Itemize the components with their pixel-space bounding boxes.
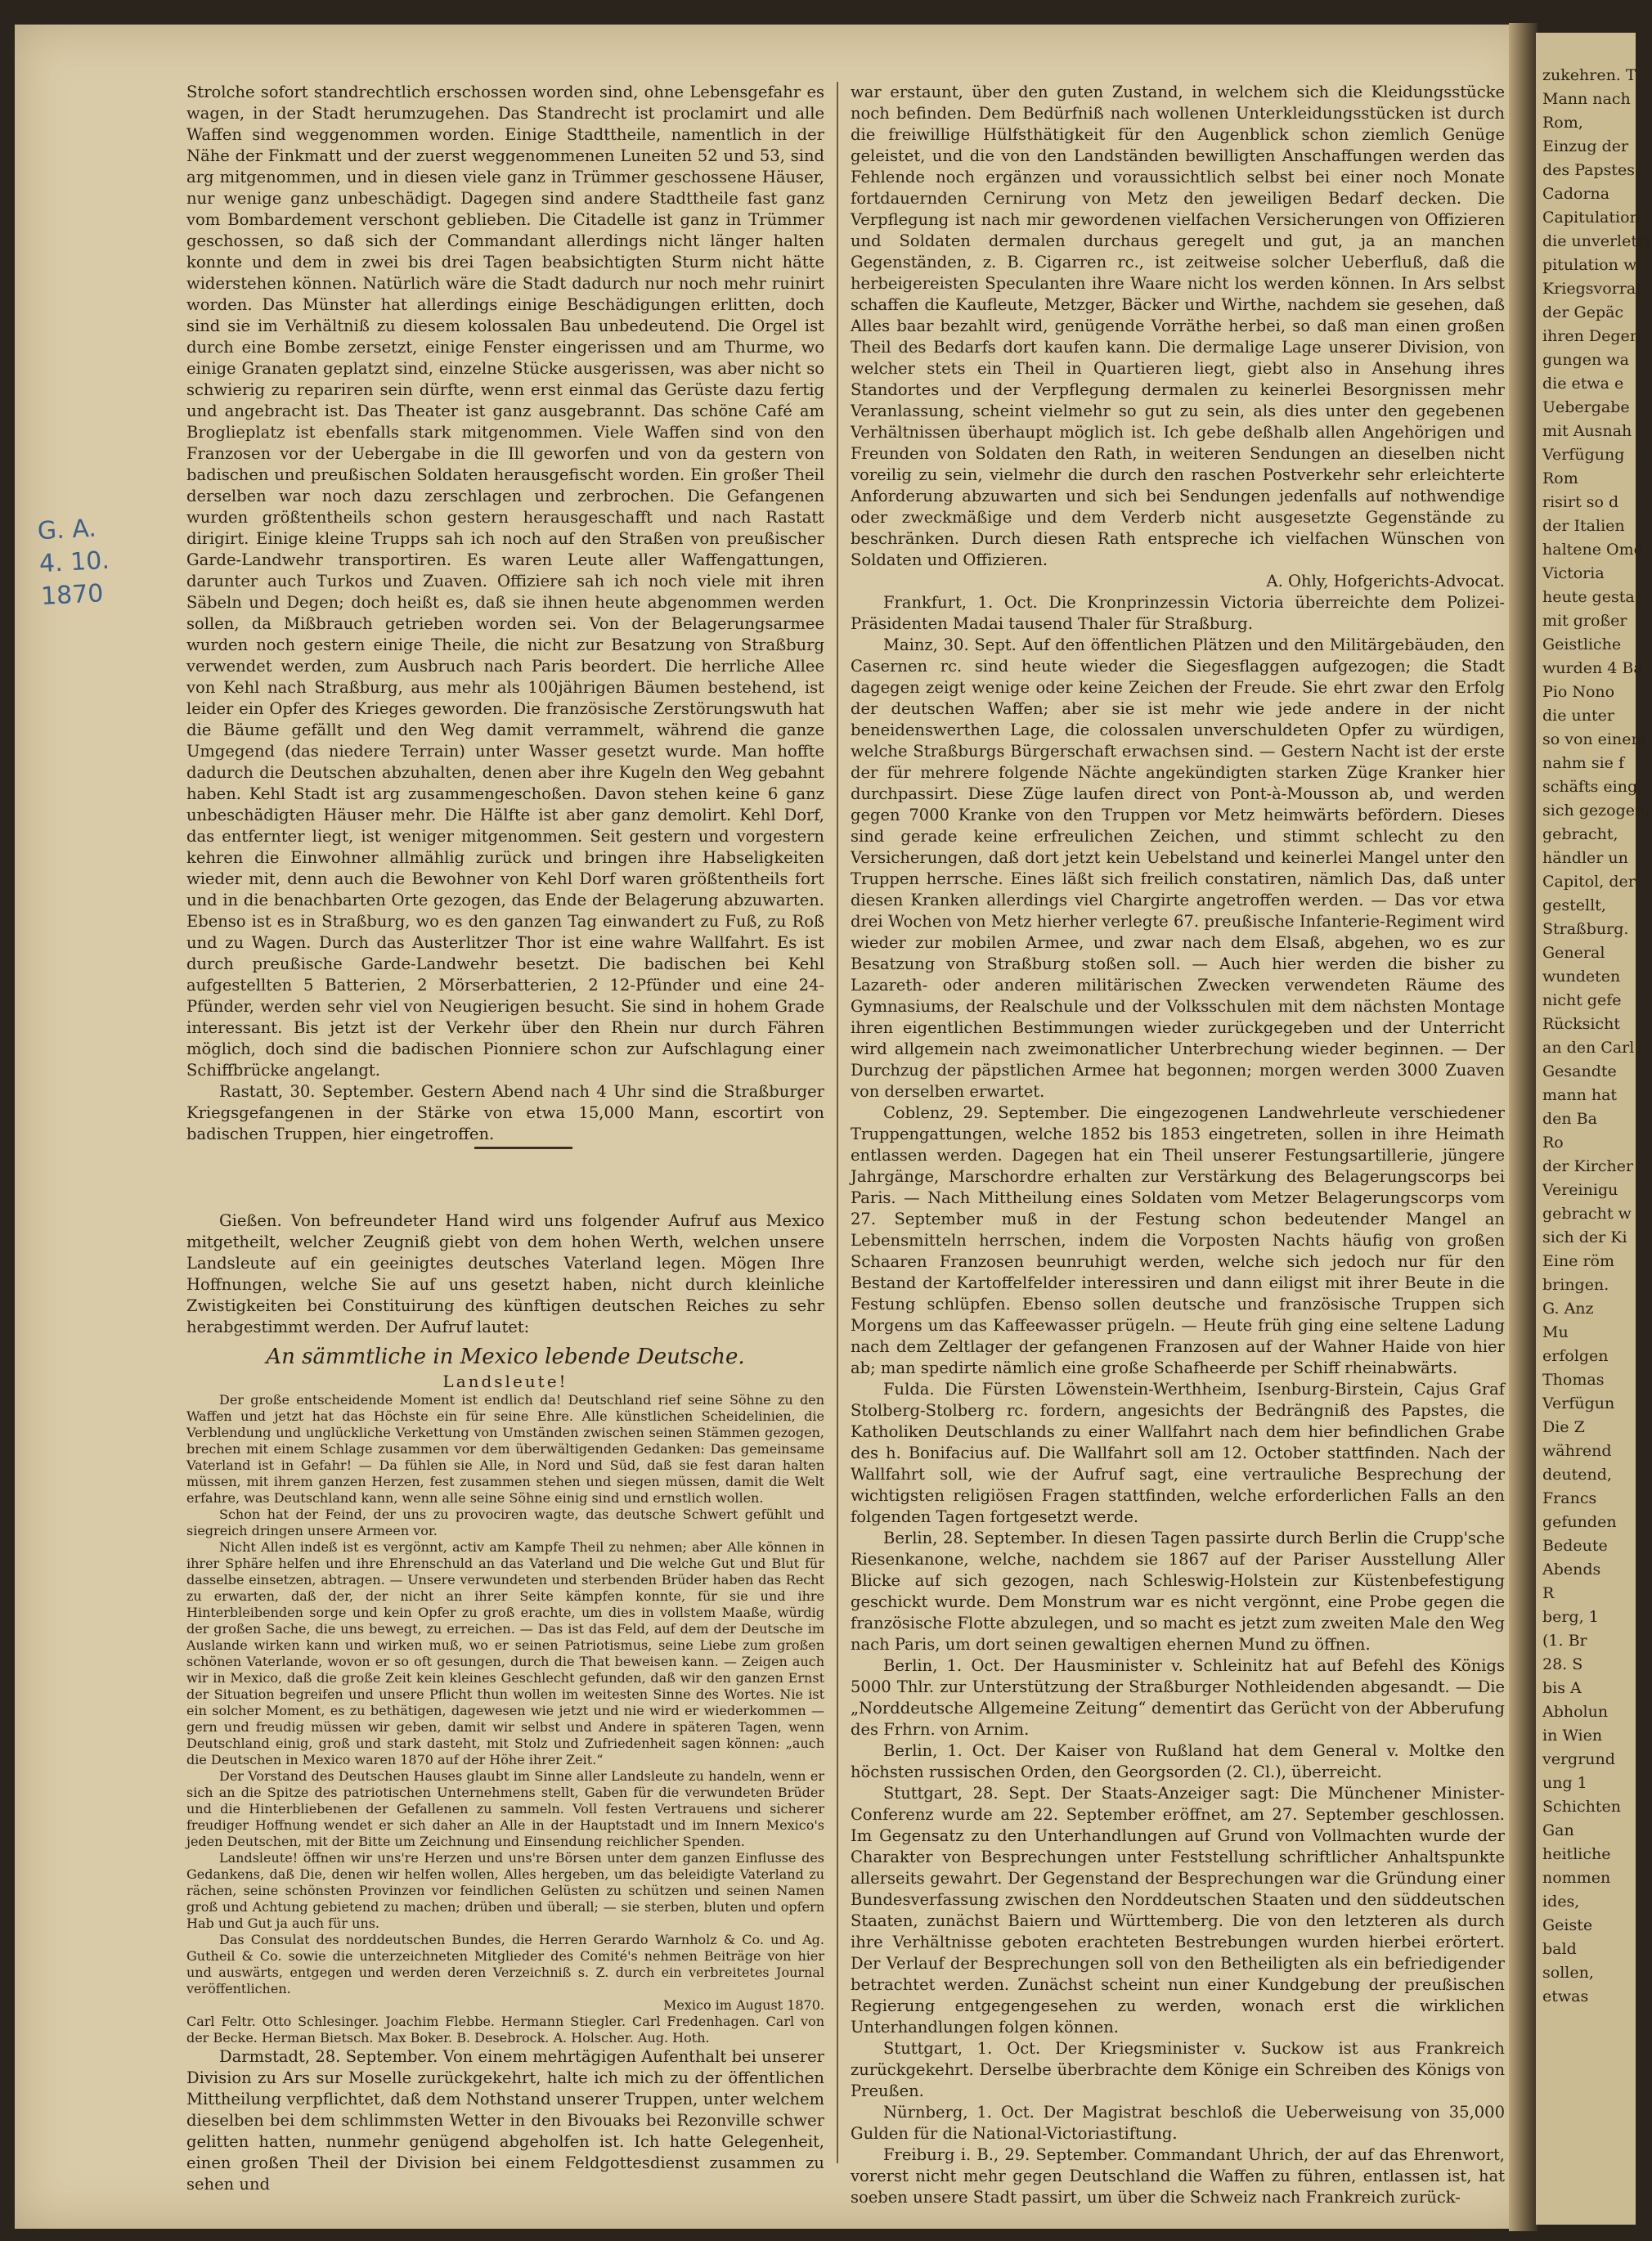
article-rastatt: Rastatt, 30. September. Gestern Abend nach 4 Uhr sind die Straßburger Kriegsgefangenen in der Stärke von etwa 15,000 Mann, escortirt von badischen Truppen, hier eingetroffen. <box>186 1082 824 1143</box>
adjacent-page-fragment: gebracht, <box>1542 825 1618 843</box>
appeal-paragraph: Nicht Allen indeß ist es vergönnt, activ am Kampfe Theil zu nehmen; aber Alle können in ihrer Sphäre helfen und ihre Ehrenschuld an das Vaterland und Die welche Gut und Blut für dasselbe einsetzen, abtragen. — Unsere verwundeten und sterbenden Brüder haben das Recht zu erwarten, daß der, der nicht an ihrer Seite kämpfen konnte, für sie und ihre Hinterbleibenden sorge und kein Opfer zu groß erachte, um dies in vollstem Maaße, würdig der großen Sache, die uns bewegt, zu erreichen. — Das ist das Feld, auf dem der Deutsche im Auslande wirken kann und wirken muß, wo er seinen Patriotismus, seine Liebe zum großen schönen Vaterlande, wovon er so oft gesungen, durch die That beweisen kann. — Zeigen auch wir in Mexico, daß die große Zeit kein kleines Geschlecht gefunden, daß wir den ganzen Ernst der Situation begreifen und unsere Pflicht thun wollen im weitesten Sinne des Wortes. Nie ist ein solcher Moment, es zu bethätigen, dagewesen wie jetzt und nie wird er wiederkommen — gern und freudig müssen wir geben, damit wir selbst und Andere in späteren Tagen, wenn Deutschland einig, groß und stark dasteht, mit Stolz und Zufriedenheit sagen können: „auch die Deutschen in Mexico waren 1870 auf der Höhe ihrer Zeit.“ <box>186 1539 824 1767</box>
adjacent-page-fragment: so von einem <box>1542 730 1646 748</box>
adjacent-page-fragment: pitulation w <box>1542 256 1637 274</box>
adjacent-page-fragment: Eine röm <box>1542 1252 1615 1270</box>
book-binding <box>1509 23 1538 2231</box>
adjacent-page-fragment: in Wien <box>1542 1727 1603 1745</box>
adjacent-page-fragment: Die Z <box>1542 1418 1585 1436</box>
adjacent-page-fragment: schäfts eing <box>1542 778 1638 796</box>
adjacent-page-fragment: Abends <box>1542 1561 1601 1579</box>
adjacent-page-fragment: mit großer <box>1542 612 1627 630</box>
appeal-paragraph: Das Consulat des norddeutschen Bundes, die Herren Gerardo Warnholz & Co. und Ag. Gutheil & Co. sowie die unterzeichneten Mitglieder des Comité's nehmen Beiträge von hier und auswärts, entgegen und werden deren Verzeichniß s. Z. durch ein verbreitetes Journal veröffentlichen. <box>186 1932 824 1996</box>
adjacent-page-fragment: ihren Degen <box>1542 327 1641 345</box>
right-column <box>851 82 1505 2208</box>
adjacent-page-fragment: sollen, <box>1542 1964 1594 1982</box>
adjacent-page-fragment: Uebergabe <box>1542 398 1630 416</box>
note-line-3: 1870 <box>40 579 105 612</box>
article-coblenz: Coblenz, 29. September. Die eingezogenen Landwehrleute verschiedener Truppengattungen, welche 1852 bis 1853 eingetreten, sollen in ihre Heimath entlassen werden. Dagegen hat ein Theil unserer Festungsartillerie, jüngere Jahrgänge, Marschordre erhalten zur Verstärkung des Belagerungscorps bei Paris. — Nach Mittheilung eines Soldaten vom Metzer Belagerungscorps vom 27. September muß in der Festung schon bedeutender Mangel an Lebensmitteln herrschen, indem die Vorposten Nachts häufig von großen Schaaren Franzosen beunruhigt werden, welche sich jedoch nur für den Bestand der Kartoffelfelder interessiren und dann eiligst mit ihrer Beute in die Festung schlüpfen. Ebenso sollen deutsche und französische Truppen sich Morgens um das Kaffeewasser prügeln. — Heute früh ging eine seltene Ladung nach dem Zeltlager der gefangenen Franzosen auf der Wahner Haide von hier ab; man spedirte nämlich eine große Schafheerde per Schiff rheinabwärts. <box>851 1103 1505 1377</box>
article-stuttgart-1: Stuttgart, 28. Sept. Der Staats-Anzeiger sagt: Die Münchener Minister-Conferenz wurde am 22. September eröffnet, am 27. September geschlossen. Im Gegensatz zu den Unterhandlungen auf Grund von Vollmachten wurde der Charakter von Besprechungen unter Feststellung schriftlicher Anhaltspunkte allerseits gewahrt. Der Gegenstand der Besprechungen war die Gründung einer Bundesverfassung zwischen den Norddeutschen Staaten und den süddeutschen Staaten, zunächst Baiern und Württemberg. Die von den letzteren als durch ihre Verhältnisse geboten erachteten Bestrebungen wurden hierbei erörtert. Der Verlauf der Besprechungen soll von den Betheiligten als ein befriedigender betrachtet werden. Zunächst scheint nun einer Kundgebung der preußischen Regierung entgegengesehen zu werden, wonach erst die wirklichen Unterhandlungen folgen können. <box>851 1784 1505 2037</box>
article-darmstadt: Darmstadt, 28. September. Von einem mehrtägigen Aufenthalt bei unserer Division zu Ars sur Moselle zurückgekehrt, halte ich mich zu der öffentlichen Mittheilung verpflichtet, daß dem Nothstand unserer Truppen, unter welchem dieselben bei dem schlimmsten Wetter in den Bivouaks bei Rezonville schwer gelitten hatten, nunmehr genügend abgeholfen ist. Ich hatte Gelegenheit, einen großen Theil der Division bei einem Feldgottesdienst zusammen zu sehen und <box>186 2047 824 2194</box>
appeal-paragraph: Der Vorstand des Deutschen Hauses glaubt im Sinne aller Landsleute zu handeln, wenn er sich an die Spitze des patriotischen Unternehmens stellt, Gaben für die verwundeten Brüder und die Hinterbliebenen der Gefallenen zu sammeln. Voll festen Vertrauens und sicherer freudiger Hoffnung wendet er sich daher an Alle in der Hauptstadt und im Innern Mexico's jeden Deutschen, mit der Bitte um Zeichnung und Einsendung reichlicher Spenden. <box>186 1768 824 1849</box>
adjacent-page-fragment: Gesandte <box>1542 1062 1617 1080</box>
adjacent-page-fragment: G. Anz <box>1542 1300 1594 1318</box>
article-nuernberg: Nürnberg, 1. Oct. Der Magistrat beschloß die Ueberweisung von 35,000 Gulden für die National-Victoriastiftung. <box>851 2103 1505 2143</box>
adjacent-page-fragment: mit Ausnah <box>1542 422 1632 440</box>
adjacent-page-fragment: der Gepäc <box>1542 303 1624 321</box>
adjacent-page-fragment: Cadorna <box>1542 185 1610 203</box>
adjacent-page-fragment: Kriegsvorrat <box>1542 280 1642 298</box>
appeal-subheading: Landsleute! <box>442 1372 568 1391</box>
adjacent-page-fragment: Victoria <box>1542 564 1605 582</box>
adjacent-page-fragment: ung 1 <box>1542 1774 1587 1792</box>
article-fulda: Fulda. Die Fürsten Löwenstein-Werthheim, Isenburg-Birstein, Cajus Graf Stolberg-Stolberg rc. fordern, angesichts der Bedrängniß des Papstes, die Katholiken Deutschlands zu einer Wallfahrt nach dem hier befindlichen Grabe des h. Bonifacius auf. Die Wallfahrt soll am 12. October stattfinden. Nach der Wallfahrt soll, wie der Aufruf sagt, eine vertrauliche Besprechung der wichtigsten religiösen Fragen stattfinden, welche erforderlichen Falls an den folgenden Tagen fortgesetzt werde. <box>851 1380 1505 1526</box>
adjacent-page-fragment: den Ba <box>1542 1110 1597 1128</box>
adjacent-page-fragment: R <box>1542 1584 1555 1602</box>
adjacent-page-fragment: der Kircher <box>1542 1157 1634 1175</box>
adjacent-page-fragment: Abholun <box>1542 1703 1609 1721</box>
adjacent-page-fragment: Ro <box>1542 1134 1564 1152</box>
appeal-signatories: Carl Feltr. Otto Schlesinger. Joachim Flebbe. Hermann Stiegler. Carl Fredenhagen. Carl von der Becke. Herman Bietsch. Max Boker. B. Desebrock. A. Holscher. Aug. Hoth. <box>186 2014 824 2046</box>
adjacent-page-fragment: bringen. <box>1542 1276 1609 1294</box>
adjacent-page-fragment: berg, 1 <box>1542 1608 1599 1626</box>
adjacent-page-fragment: sich der Ki <box>1542 1228 1627 1246</box>
adjacent-page-fragment: mann hat <box>1542 1086 1618 1104</box>
adjacent-page-fragment: Verfügun <box>1542 1394 1615 1412</box>
adjacent-page-fragment: (1. Br <box>1542 1632 1587 1650</box>
adjacent-page-fragment: Verfügung <box>1542 446 1625 464</box>
adjacent-page-fragment: nahm sie f <box>1542 754 1625 772</box>
note-line-1: G. A. <box>37 514 97 546</box>
article-frankfurt: Frankfurt, 1. Oct. Die Kronprinzessin Victoria überreichte dem Polizei-Präsidenten Madai tausend Thaler für Straßburg. <box>851 593 1505 633</box>
article-signature: A. Ohly, Hofgerichts-Advocat. <box>1266 572 1505 591</box>
article-berlin-3: Berlin, 1. Oct. Der Kaiser von Rußland hat dem General v. Moltke den höchsten russischen Orden, den Georgsorden (2. Cl.), überreicht. <box>851 1741 1505 1781</box>
left-column <box>186 82 824 2195</box>
article-mainz: Mainz, 30. Sept. Auf den öffentlichen Plätzen und den Militärgebäuden, den Casernen rc. sind heute wieder die Siegesflaggen aufgezogen; die Stadt dagegen zeigt wenige oder keine Zeichen der Freude. Sie ehrt zwar den Erfolg der deutschen Waffen; aber sie ist mehr wie jede andere in der nicht beneidenswerthen Lage, die colossalen unverschuldeten Opfer zu würdigen, welche Straßburgs Bürgerschaft erwachsen sind. — Gestern Nacht ist der erste der für mehrere folgende Nächte angekündigten starken Züge Kranker hier durchpassirt. Diese Züge laufen direct von Pont-à-Mousson ab, und werden gegen 7000 Kranke von den Truppen vor Metz heimwärts befördern. Dieses sind gerade keine erfreulichen Zeichen, und stimmt schlecht zu den Versicherungen, daß dort jetzt kein Uebelstand und keinerlei Mangel unter den Truppen herrsche. Eines läßt sich freilich constatiren, nämlich Das, daß unter diesen Kranken allerdings viel Chargirte angetroffen werden. — Das vor etwa drei Wochen von Metz hierher verlegte 67. preußische Infanterie-Regiment wird wieder zur mobilen Armee, und zwar nach dem Elsaß, abgehen, wo es zur Besatzung von Straßburg stoßen soll. — Auch hier werden die bisher zu Lazareth- oder anderen militärischen Zwecken verwendeten Räume des Gymnasiums, der Realschule und der Volksschulen mit dem nächsten Montage ihren eigentlichen Bestimmungen wieder zurückgegeben und der Unterricht wird allgemein nach zweimonatlicher Unterbrechung wieder beginnen. — Der Durchzug der päpstlichen Armee hat begonnen; morgen werden 3000 Zuaven von derselben erwartet. <box>851 635 1505 1101</box>
adjacent-page-fragment: nicht gefe <box>1542 991 1622 1009</box>
adjacent-page-fragment: während <box>1542 1442 1612 1460</box>
spacer <box>186 1145 824 1210</box>
article-stuttgart-2: Stuttgart, 1. Oct. Der Kriegsminister v. Suckow ist aus Frankreich zurückgekehrt. Derselbe überbrachte dem Könige ein Schreiben des Königs von Preußen. <box>851 2039 1505 2100</box>
adjacent-page-fragment: die unter <box>1542 707 1614 725</box>
adjacent-page-fragment: Rom <box>1542 469 1578 487</box>
adjacent-page-fragment: Einzug der <box>1542 137 1629 155</box>
adjacent-page-fragment: bis A <box>1542 1679 1582 1697</box>
adjacent-page-fragment: risirt so d <box>1542 493 1619 511</box>
article-freiburg: Freiburg i. B., 29. September. Commandant Uhrich, der auf das Ehrenwort, vorerst nicht mehr gegen Deutschland die Waffen zu führen, entlassen ist, hat soeben unsere Stadt passirt, um über die Schweiz nach Frankreich zurück- <box>851 2145 1505 2207</box>
column-divider <box>837 82 838 2163</box>
adjacent-page-fragment: etwas <box>1542 1987 1589 2005</box>
adjacent-page-fragment: Bedeute <box>1542 1537 1608 1555</box>
adjacent-page-fragment: erfolgen <box>1542 1347 1609 1365</box>
adjacent-page-fragment: General <box>1542 944 1605 962</box>
adjacent-page-fragment: Vereinigu <box>1542 1181 1618 1199</box>
adjacent-page-fragment: zukehren. T <box>1542 66 1636 84</box>
adjacent-page-fragment: wundeten <box>1542 968 1621 986</box>
adjacent-page-fragment: Mu <box>1542 1323 1569 1341</box>
adjacent-page-fragment: Capitulation <box>1542 209 1640 227</box>
adjacent-page-fragment: Thomas <box>1542 1371 1605 1389</box>
note-line-2: 4. 10. <box>38 546 110 579</box>
adjacent-page-fragment: ides, <box>1542 1893 1580 1911</box>
appeal-paragraph: Der große entscheidende Moment ist endlich da! Deutschland rief seine Söhne zu den Waffen und jetzt hat das Höchste ein für seine Ehre. Alle künstlichen Scheidelinien, die Verblendung und unglückliche Verkettung von Umständen zwischen seinen Stämmen gezogen, brechen mit einem Schlage zusammen vor dem überwältigenden Gedanken: Das gemeinsame Vaterland ist in Gefahr! — Da fühlen sie Alle, in Nord und Süd, daß sie fest daran halten müssen, mit ihrem ganzen Herzen, fest zusammen stehen und siegen müssen, damit die Welt erfahre, was Deutschland kann, wenn alle seine Söhne einig sind und ernstlich wollen. <box>186 1392 824 1506</box>
appeal-paragraph: Landsleute! öffnen wir uns're Herzen und uns're Börsen unter dem ganzen Einflusse des Gedankens, daß Die, denen wir helfen wollen, Alles hergeben, um das beleidigte Vaterland zu rächen, seine schönsten Provinzen vor feindlichen Gelüsten zu schützen und seinen Namen groß und Achtung gebietend zu machen; drüben und überall; — sie sterben, bluten und opfern Hab und Gut ja auch für uns. <box>186 1850 824 1931</box>
adjacent-page <box>1536 33 1652 2225</box>
article-giessen: Gießen. Von befreundeter Hand wird uns folgender Aufruf aus Mexico mitgetheilt, welcher Zeugniß giebt von dem hohen Werth, welchen unsere Landsleute auf ein geeinigtes deutsches Vaterland legen. Mögen Ihre Hoffnungen, welche Sie auf uns gesetzt haben, nicht durch kleinliche Zwistigkeiten bei Constituirung des künftigen deutschen Reiches zu sehr herabgestimmt werden. Der Aufruf lautet: <box>186 1211 824 1336</box>
adjacent-page-fragment: bald <box>1542 1940 1577 1958</box>
adjacent-page-fragment: Francs <box>1542 1489 1597 1507</box>
adjacent-page-fragment: gestellt, <box>1542 896 1606 914</box>
adjacent-page-fragment: gefunden <box>1542 1513 1617 1531</box>
adjacent-page-fragment: Rom, <box>1542 114 1583 132</box>
adjacent-page-fragment: Geiste <box>1542 1916 1593 1934</box>
adjacent-page-fragment: Pio Nono <box>1542 683 1615 701</box>
adjacent-page-fragment: Schichten <box>1542 1798 1621 1816</box>
adjacent-page-fragment: nommen <box>1542 1869 1611 1887</box>
adjacent-page-fragment: die etwa e <box>1542 375 1624 393</box>
adjacent-page-fragment: vergrund <box>1542 1750 1615 1768</box>
adjacent-page-fragment: händler un <box>1542 849 1628 867</box>
adjacent-page-fragment: Capitol, der <box>1542 873 1636 891</box>
adjacent-page-fragment: gebracht w <box>1542 1205 1632 1223</box>
adjacent-page-fragment: haltene Ome <box>1542 541 1643 559</box>
adjacent-page-fragment: Straßburg. <box>1542 920 1629 938</box>
adjacent-page-fragment: gungen wa <box>1542 351 1629 369</box>
handwritten-note <box>37 512 112 613</box>
article-darmstadt-cont: war erstaunt, über den guten Zustand, in welchem sich die Kleidungsstücke noch befinden. Dem Bedürfniß nach wollenen Unterkleidungsstücken ist durch die freiwillige Hülfsthätigkeit für den Augenblick schon ziemlich Genüge geleistet, und die von den Landständen bewilligten Anschaffungen werden das Fehlende noch ergänzen und voraussichtlich selbst bei einer noch Monate fortdauernden Cernirung von Metz den jeweiligen Bedarf decken. Die Verpflegung ist nach mir gewordenen vielfachen Versicherungen von Offizieren und Soldaten dermalen durchaus geregelt und gut, ja an manchen Gegenständen, z. B. Cigarren rc., ist zeitweise solcher Ueberfluß, daß die herbeigereisten Speculanten ihre Waare nicht los werden können. In Ars selbst schaffen die Kaufleute, Metzger, Bäcker und Wirthe, nachdem sie gesehen, daß Alles baar bezahlt wird, genügende Vorräthe herbei, so daß man einen großen Theil des Bedarfs dort kaufen kann. Die dermalige Lage unserer Division, von welcher stets ein Theil in Quartieren liegt, giebt also in Ansehung ihres Standortes und der Verpflegung dermalen zu keinerlei Besorgnissen mehr Veranlassung, scheint vielmehr so gut zu sein, als dies unter den gegebenen Verhältnissen überhaupt möglich ist. Ich gebe deßhalb allen Angehörigen und Freunden von Soldaten den Rath, in weiteren Sendungen an dieselben nicht voreilig zu sein, vielmehr die durch den raschen Postverkehr sehr erleichterte Anforderung abzuwarten und sich bei Sendungen jedenfalls auf nothwendige oder zweckmäßige und dem Verderb nicht ausgesetzte Gegenstände zu beschränken. Durch diesen Rath entspreche ich vielfachen Wünschen von Soldaten und Offizieren. <box>851 83 1505 569</box>
adjacent-page-fragment: Gan <box>1542 1821 1574 1839</box>
adjacent-page-fragment: 28. S <box>1542 1655 1583 1673</box>
adjacent-page-fragment: sich gezogen, <box>1542 802 1650 820</box>
adjacent-page-fragment: heute gesta <box>1542 588 1635 606</box>
adjacent-page-fragment: der Italien <box>1542 517 1625 535</box>
adjacent-page-fragment: heitliche <box>1542 1845 1611 1863</box>
section-divider <box>474 1147 572 1149</box>
adjacent-page-fragment: die unverletzt <box>1542 232 1652 250</box>
adjacent-page-fragment: des Papstes <box>1542 161 1635 179</box>
appeal-date: Mexico im August 1870. <box>663 1997 824 2013</box>
adjacent-page-fragment: Rücksicht <box>1542 1015 1621 1033</box>
article-berlin-1: Berlin, 28. September. In diesen Tagen passirte durch Berlin die Crupp'sche Riesenkanone, welche, nachdem sie 1867 auf der Pariser Ausstellung Aller Blicke auf sich gezogen, nach Schleswig-Holstein zur Küstenbefestigung geschickt wurde. Dem Monstrum war es nicht vergönnt, eine Probe gegen die französische Flotte abzulegen, und so macht es jetzt zum zweiten Male den Weg nach Paris, um dort seinen gewaltigen ehernen Mund zu öffnen. <box>851 1529 1505 1654</box>
article-strassburg: Strolche sofort standrechtlich erschossen worden sind, ohne Lebensgefahr es wagen, in der Stadt herumzugehen. Das Standrecht ist proclamirt und alle Waffen sind weggenommen worden. Einige Stadttheile, namentlich in der Nähe der Finkmatt und der zuerst weggenommenen Luneiten 52 und 53, sind arg mitgenommen, und in diesen viele ganz in Trümmer geschossene Häuser, nur wenige ganz unbeschädigt. Dagegen sind andere Stadttheile fast ganz vom Bombardement verschont geblieben. Die Citadelle ist ganz in Trümmer geschossen, so daß sich der Commandant allerdings nicht länger halten konnte und dem in zwei bis drei Tagen beabsichtigten Sturm nicht hätte widerstehen können. Natürlich wäre die Stadt dadurch nur noch mehr ruinirt worden. Das Münster hat allerdings einige Beschädigungen erlitten, doch sind sie im Verhältniß zu diesem kolossalen Bau unbedeutend. Die Orgel ist durch eine Bombe zersetzt, einige Fenster eingerissen und am Thurme, wo einige Granaten geplatzt sind, einzelne Stücke ausgerissen, was aber nicht so schwierig zu repariren sein dürfte, wenn erst einmal das Gerüste dazu fertig und angebracht ist. Das Theater ist ganz ausgebrannt. Das schöne Café am Broglieplatz ist ebenfalls stark mitgenommen. Viele Waffen sind von den Franzosen vor der Uebergabe in die Ill geworfen und von da gestern von badischen und preußischen Soldaten herausgefischt worden. Ein großer Theil derselben war noch dazu zerschlagen und zerbrochen. Die Gefangenen wurden größtentheils schon gestern herausgeschafft und nach Rastatt dirigirt. Einige kleine Trupps sah ich noch auf den Straßen von preußischer Garde-Landwehr transportiren. Es waren Leute aller Waffengattungen, darunter auch Turkos und Zuaven. Offiziere sah ich noch viele mit ihren Säbeln und Degen; doch heißt es, daß sie ihnen heute abgenommen werden sollen, da Mißbrauch getrieben worden sei. Von der Belagerungsarmee wurden noch gestern einige Theile, die nicht zur Besatzung von Straßburg verwendet werden, zum Ausbruch nach Paris beordert. Die herrliche Allee von Kehl nach Straßburg, aus mehr als 100jährigen Bäumen bestehend, ist leider ein Opfer des Krieges geworden. Die französische Zerstörungswuth hat die Bäume gefällt und den Weg damit verrammelt, während die ganze Umgegend (das niedere Terrain) unter Wasser gesetzt wurde. Man hoffte dadurch die Deutschen abzuhalten, denen aber ihre Kugeln den Weg gebahnt haben. Kehl Stadt ist arg zusammengeschoßen. Davon stehen keine 6 ganz unbeschädigten Häuser mehr. Die Hälfte ist aber ganz demolirt. Kehl Dorf, das entfernter liegt, ist weniger mitgenommen. Seit gestern und vorgestern kehren die Einwohner allmählig zurück und bringen ihre Habseligkeiten wieder mit, denn auch die Bewohner von Kehl Dorf waren größtentheils fort und in die benachbarten Orte gezogen, das Ende der Belagerung abzuwarten. Ebenso ist es in Straßburg, wo es den ganzen Tag einwandert zu Fuß, zu Roß und zu Wagen. Durch das Austerlitzer Thor ist eine wahre Wallfahrt. Es ist durch preußische Garde-Landwehr besetzt. Die badischen bei Kehl aufgestellten 5 Batterien, 2 Mörserbatterien, 2 12-Pfünder und eine 24-Pfünder, werden sehr viel von Neugierigen besucht. Sie sind in hohem Grade interessant. Bis jetzt ist der Verkehr über den Rhein nur durch Fähren möglich, doch sind die badischen Pionniere schon zur Aufschlagung einer Schiffbrücke angelangt. <box>186 83 824 1080</box>
article-berlin-2: Berlin, 1. Oct. Der Hausminister v. Schleinitz hat auf Befehl des Königs 5000 Thlr. zur Unterstützung der Straßburger Nothleidenden abgesandt. — Die „Norddeutsche Allgemeine Zeitung“ dementirt das Gerücht von der Abberufung des Frhrn. von Arnim. <box>851 1656 1505 1739</box>
adjacent-page-fragment: deutend, <box>1542 1466 1612 1484</box>
adjacent-page-fragment: wurden 4 Ba <box>1542 659 1643 677</box>
appeal-heading: An sämmtliche in Mexico lebende Deutsche. <box>266 1345 745 1369</box>
adjacent-page-fragment: an den Carl <box>1542 1039 1635 1057</box>
adjacent-page-fragment: Geistliche <box>1542 635 1622 653</box>
adjacent-page-fragment: Mann nach <box>1542 90 1631 108</box>
appeal-paragraph: Schon hat der Feind, der uns zu provociren wagte, das deutsche Schwert gefühlt und siegreich dringen unsere Armeen vor. <box>186 1507 824 1538</box>
